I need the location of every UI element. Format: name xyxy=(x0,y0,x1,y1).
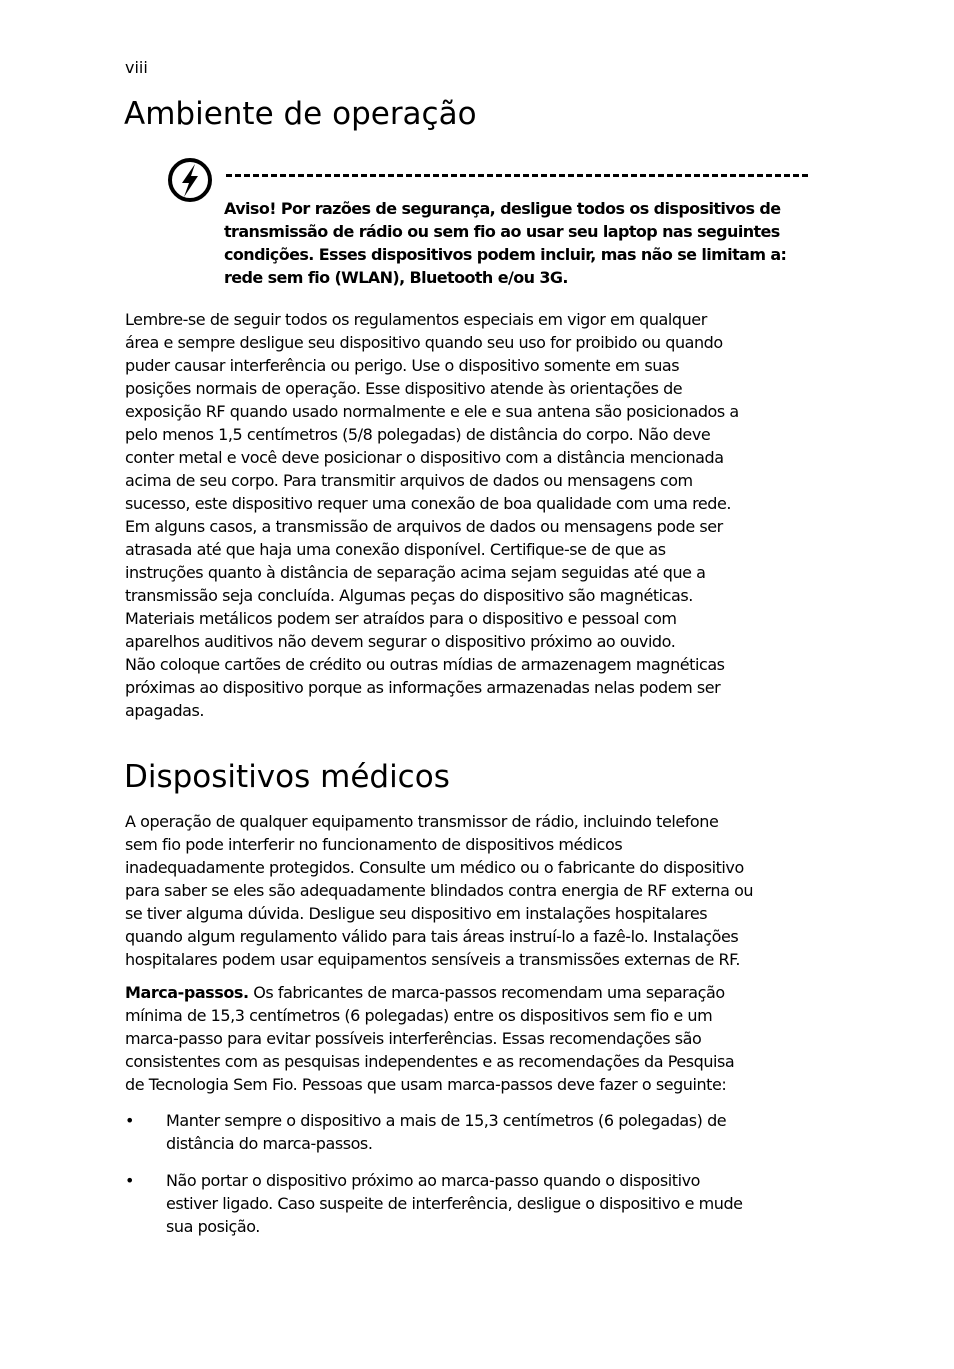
paragraph-line: mínima de 15,3 centímetros (6 polegadas) entre os dispositivos sem fio e um xyxy=(125,1006,713,1025)
paragraph-line: instruções quanto à distância de separação acima sejam seguidas até que a xyxy=(125,563,706,582)
bullet-line: sua posição. xyxy=(166,1217,260,1236)
pacemaker-run-in-heading: Marca-passos. xyxy=(125,983,249,1002)
paragraph-line xyxy=(125,981,825,1004)
warning-line: rede sem fio (WLAN), Bluetooth e/ou 3G. xyxy=(224,268,568,287)
paragraph-line: hospitalares podem usar equipamentos sensíveis a transmissões externas de RF. xyxy=(125,950,740,969)
section-heading-medical-devices: Dispositivos médicos xyxy=(124,759,450,795)
paragraph-line: de Tecnologia Sem Fio. Pessoas que usam marca-passos deve fazer o seguinte: xyxy=(125,1075,727,1094)
paragraph-line: aparelhos auditivos não devem segurar o dispositivo próximo ao ouvido. xyxy=(125,632,676,651)
bullet-line: Não portar o dispositivo próximo ao marca-passo quando o dispositivo xyxy=(166,1171,700,1190)
bullet-marker: • xyxy=(125,1111,134,1130)
paragraph-line: Lembre-se de seguir todos os regulamentos especiais em vigor em qualquer xyxy=(125,310,707,329)
paragraph-line: Materiais metálicos podem ser atraídos para o dispositivo e pessoal com xyxy=(125,609,677,628)
paragraph-line: área e sempre desligue seu dispositivo quando seu uso for proibido ou quando xyxy=(125,333,723,352)
paragraph-line: Em alguns casos, a transmissão de arquivos de dados ou mensagens pode ser xyxy=(125,517,723,536)
paragraph-line: apagadas. xyxy=(125,701,205,720)
paragraph-line: conter metal e você deve posicionar o dispositivo com a distância mencionada xyxy=(125,448,724,467)
paragraph-line: Não coloque cartões de crédito ou outras mídias de armazenagem magnéticas xyxy=(125,655,725,674)
page-number: viii xyxy=(125,58,148,77)
bullet-text xyxy=(166,1109,816,1155)
paragraph-line: pelo menos 1,5 centímetros (5/8 polegadas) de distância do corpo. Não deve xyxy=(125,425,711,444)
pacemaker-paragraph xyxy=(125,981,825,1096)
medical-devices-intro-paragraph xyxy=(125,810,825,971)
paragraph-line: próximas ao dispositivo porque as informações armazenadas nelas podem ser xyxy=(125,678,721,697)
paragraph-line: exposição RF quando usado normalmente e ele e sua antena são posicionados a xyxy=(125,402,739,421)
bullet-line: Manter sempre o dispositivo a mais de 15,3 centímetros (6 polegadas) de xyxy=(166,1111,727,1130)
paragraph-line: quando algum regulamento válido para tais áreas instruí-lo a fazê-lo. Instalações xyxy=(125,927,739,946)
bullet-line: estiver ligado. Caso suspeite de interferência, desligue o dispositivo e mude xyxy=(166,1194,743,1213)
bullet-marker: • xyxy=(125,1171,134,1190)
paragraph-line: posições normais de operação. Esse dispositivo atende às orientações de xyxy=(125,379,683,398)
section-heading-operating-environment: Ambiente de operação xyxy=(124,96,477,132)
paragraph-line: atrasada até que haja uma conexão disponível. Certifique-se de que as xyxy=(125,540,666,559)
paragraph-line: inadequadamente protegidos. Consulte um médico ou o fabricante do dispositivo xyxy=(125,858,744,877)
paragraph-line: sem fio pode interferir no funcionamento de dispositivos médicos xyxy=(125,835,623,854)
operating-environment-paragraph xyxy=(125,308,825,722)
paragraph-line: transmissão seja concluída. Algumas peças do dispositivo são magnéticas. xyxy=(125,586,693,605)
paragraph-line: sucesso, este dispositivo requer uma conexão de boa qualidade com uma rede. xyxy=(125,494,732,513)
paragraph-line: se tiver alguma dúvida. Desligue seu dispositivo em instalações hospitalares xyxy=(125,904,708,923)
warning-line: condições. Esses dispositivos podem incluir, mas não se limitam a: xyxy=(224,245,787,264)
warning-text xyxy=(224,197,824,289)
bullet-line: distância do marca-passos. xyxy=(166,1134,373,1153)
paragraph-text: Os fabricantes de marca-passos recomendam uma separação xyxy=(248,983,725,1002)
paragraph-line: marca-passo para evitar possíveis interferências. Essas recomendações são xyxy=(125,1029,702,1048)
warning-line: Aviso! Por razões de segurança, desligue todos os dispositivos de xyxy=(224,199,781,218)
warning-lightning-icon xyxy=(167,157,213,203)
warning-line: transmissão de rádio ou sem fio ao usar seu laptop nas seguintes xyxy=(224,222,780,241)
paragraph-line: puder causar interferência ou perigo. Use o dispositivo somente em suas xyxy=(125,356,680,375)
paragraph-line: A operação de qualquer equipamento transmissor de rádio, incluindo telefone xyxy=(125,812,719,831)
warning-divider xyxy=(226,174,808,177)
paragraph-line: acima de seu corpo. Para transmitir arquivos de dados ou mensagens com xyxy=(125,471,693,490)
paragraph-line: para saber se eles são adequadamente blindados contra energia de RF externa ou xyxy=(125,881,754,900)
paragraph-line: consistentes com as pesquisas independentes e as recomendações da Pesquisa xyxy=(125,1052,735,1071)
bullet-text xyxy=(166,1169,816,1238)
